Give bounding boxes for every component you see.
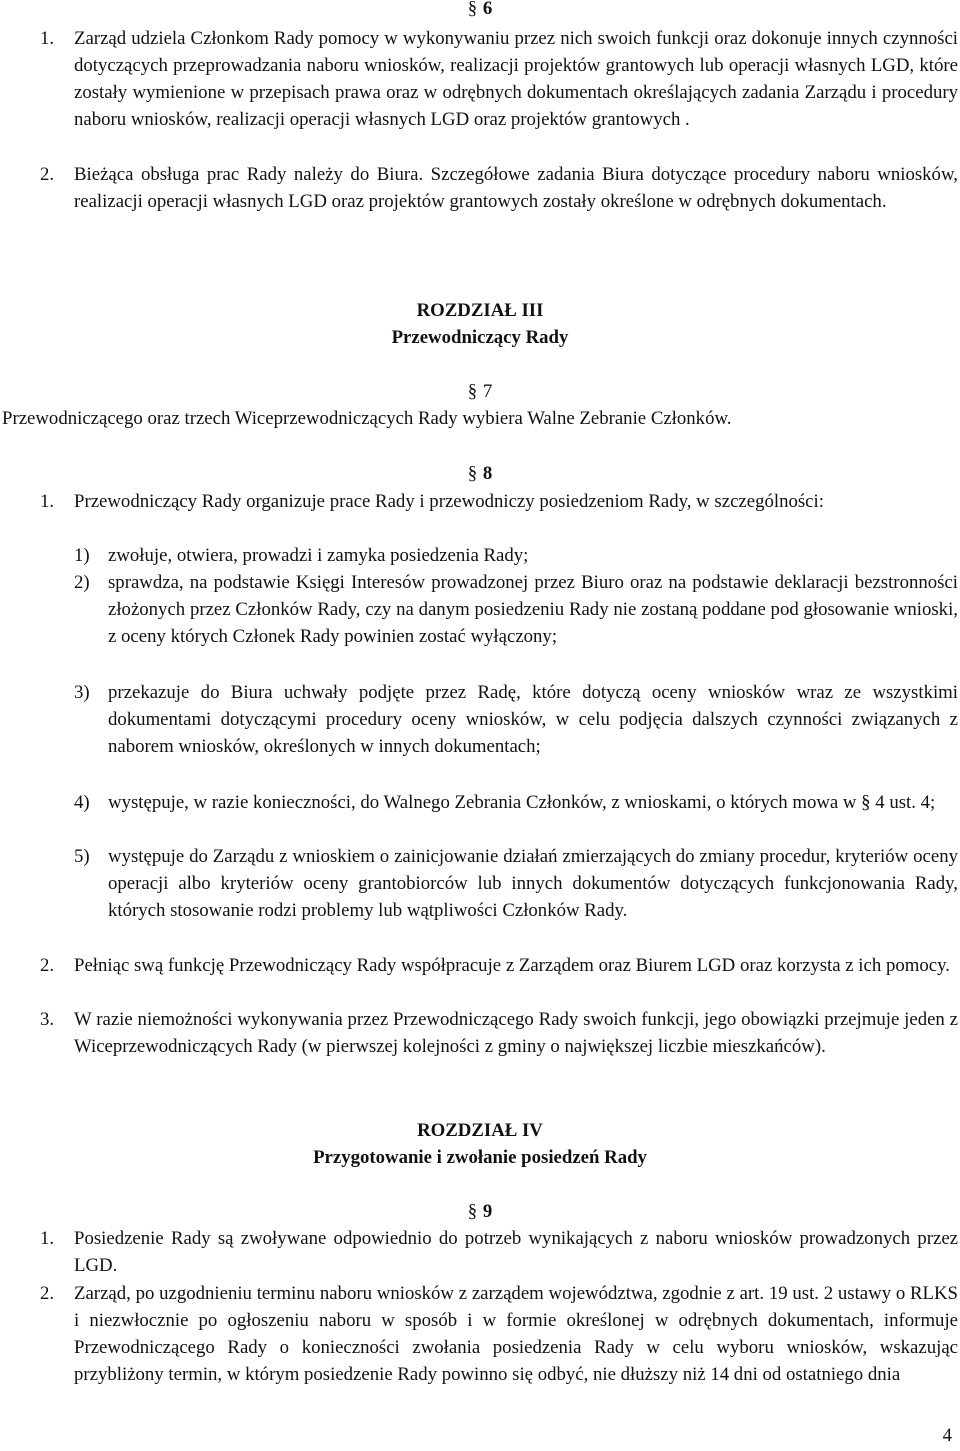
section-heading-6 bbox=[0, 0, 960, 22]
par8-subitem-5 bbox=[74, 843, 958, 924]
section-number: 8 bbox=[482, 463, 493, 484]
par9-item-1 bbox=[40, 1225, 958, 1279]
par7-text: Przewodniczącego oraz trzech Wiceprzewodniczących Rady wybiera Walne Zebranie Członków. bbox=[2, 408, 732, 429]
item-number: 1. bbox=[40, 1228, 55, 1249]
item-number: 2. bbox=[40, 1283, 55, 1304]
par6-item-1 bbox=[40, 25, 958, 133]
section-heading-8 bbox=[0, 460, 960, 487]
par8-item-2 bbox=[40, 952, 958, 979]
section-symbol: § bbox=[467, 381, 478, 402]
item-number: 1. bbox=[40, 28, 55, 49]
par8-subitem-1 bbox=[74, 542, 958, 569]
section-heading-7 bbox=[0, 378, 960, 405]
subitem-text: występuje, w razie konieczności, do Walnego Zebrania Członków, z wnioskami, o których mowa w § 4 ust. 4; bbox=[108, 792, 936, 813]
item-number: 2. bbox=[40, 164, 55, 185]
subitem-number: 3) bbox=[74, 682, 90, 703]
item-text: W razie niemożności wykonywania przez Przewodniczącego Rady swoich funkcji, jego obowiązki przejmuje jeden z Wiceprzewodniczących Rady (w pierwszej kolejności z gminy o największej liczbie mieszkańców). bbox=[74, 1009, 958, 1057]
section-symbol: § bbox=[467, 0, 478, 19]
par8-subitem-3 bbox=[74, 679, 958, 760]
item-number: 1. bbox=[40, 491, 55, 512]
chapter-4-title: Przygotowanie i zwołanie posiedzeń Rady bbox=[313, 1147, 647, 1168]
subitem-number: 5) bbox=[74, 846, 90, 867]
chapter-4-label: ROZDZIAŁ IV bbox=[417, 1120, 543, 1141]
par9-item-2 bbox=[40, 1280, 958, 1388]
par8-subitem-4 bbox=[74, 789, 958, 816]
section-number: 6 bbox=[482, 0, 493, 19]
subitem-text: przekazuje do Biura uchwały podjęte przez Radę, które dotyczą oceny wniosków wraz ze wszystkimi dokumentami dotyczącymi procedury oceny wniosków, w celu podjęcia dalszych czynności związanych z naborem wniosków, określonych w innych dokumentach; bbox=[108, 682, 958, 757]
subitem-number: 1) bbox=[74, 545, 90, 566]
section-number: 7 bbox=[482, 381, 493, 402]
par8-item-3 bbox=[40, 1006, 958, 1060]
chapter-3-title: Przewodniczący Rady bbox=[391, 327, 569, 348]
item-text: Zarząd, po uzgodnieniu terminu naboru wniosków z zarządem województwa, zgodnie z art. 19 ust. 2 ustawy o RLKS i niezwłocznie po ogłoszeniu naboru w sposób i w formie określonej w odrębnych dokumentach, informuje Przewodniczącego Rady o konieczności zwołania posiedzenia Rady w celu wyboru wniosków, wskazując przybliżony termin, w którym posiedzenie Rady powinno się odbyć, nie dłuższy niż 14 dni od ostatniego dnia bbox=[74, 1283, 958, 1385]
item-text: Zarząd udziela Członkom Rady pomocy w wykonywaniu przez nich swoich funkcji oraz dokonuje innych czynności dotyczących przeprowadzania naboru wniosków, realizacji projektów grantowych lub operacji własnych LGD, które zostały wymienione w przepisach prawa oraz w odrębnych dokumentach określających zadania Zarządu i procedury naboru wniosków, realizacji operacji własnych LGD oraz projektów grantowych . bbox=[74, 28, 958, 130]
section-symbol: § bbox=[467, 1201, 478, 1222]
subitem-number: 4) bbox=[74, 792, 90, 813]
subitem-text: występuje do Zarządu z wnioskiem o zainicjowanie działań zmierzających do zmiany procedur, kryteriów oceny operacji albo kryteriów oceny grantobiorców lub innych dokumentów dotyczących funkcjonowania Rady, których stosowanie rodzi problemy lub wątpliwości Członków Rady. bbox=[108, 846, 958, 921]
par8-subitem-2 bbox=[74, 569, 958, 650]
par8-item-1 bbox=[40, 488, 958, 515]
subitem-number: 2) bbox=[74, 572, 90, 593]
subitem-text: zwołuje, otwiera, prowadzi i zamyka posiedzenia Rady; bbox=[108, 545, 529, 566]
item-number: 3. bbox=[40, 1009, 55, 1030]
par6-item-2 bbox=[40, 161, 958, 215]
page-number: 4 bbox=[942, 1425, 952, 1446]
item-number: 2. bbox=[40, 955, 55, 976]
item-text: Przewodniczący Rady organizuje prace Rady i przewodniczy posiedzeniom Rady, w szczególności: bbox=[74, 491, 824, 512]
section-symbol: § bbox=[467, 463, 478, 484]
chapter-3-label: ROZDZIAŁ III bbox=[416, 300, 544, 321]
section-heading-9 bbox=[0, 1198, 960, 1225]
item-text: Pełniąc swą funkcję Przewodniczący Rady współpracuje z Zarządem oraz Biurem LGD oraz korzysta z ich pomocy. bbox=[74, 955, 950, 976]
section-number: 9 bbox=[482, 1201, 493, 1222]
item-text: Bieżąca obsługa prac Rady należy do Biura. Szczegółowe zadania Biura dotyczące procedury naboru wniosków, realizacji operacji własnych LGD oraz projektów grantowych zostały określone w odrębnych dokumentach. bbox=[74, 164, 958, 212]
subitem-text: sprawdza, na podstawie Księgi Interesów prowadzonej przez Biuro oraz na podstawie deklaracji bezstronności złożonych przez Członków Rady, czy na danym posiedzeniu Rady nie zostaną poddane pod głosowanie wnioski, z oceny których Członek Rady powinien zostać wyłączony; bbox=[108, 572, 958, 647]
item-text: Posiedzenie Rady są zwoływane odpowiednio do potrzeb wynikających z naboru wniosków prowadzonych przez LGD. bbox=[74, 1228, 958, 1276]
